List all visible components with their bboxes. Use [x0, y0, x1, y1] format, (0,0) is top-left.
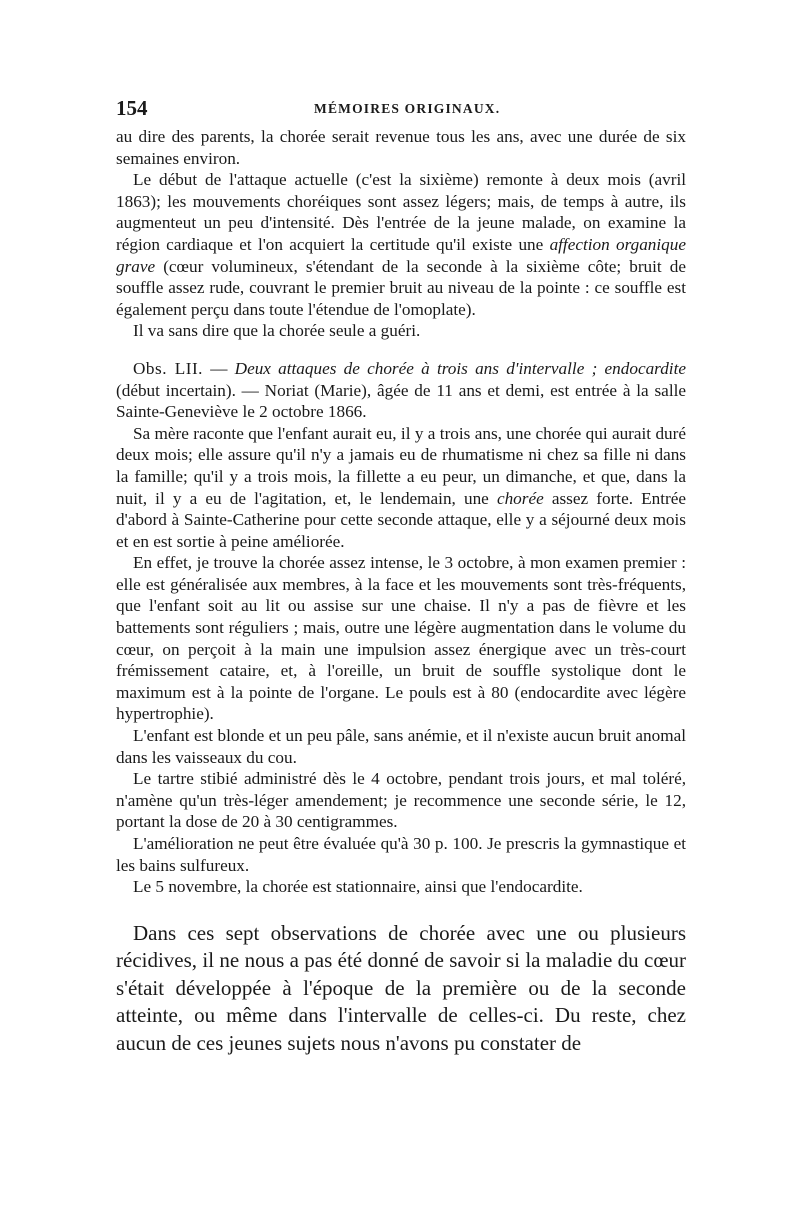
paragraph: En effet, je trouve la chorée assez intense, le 3 octobre, à mon examen premier : elle est généralisée aux membres, à la face et les mouvements sont très-fréquents, que l'enfant soit au lit ou assise sur une chaise. Il n'y a pas de fièvre et les battements sont réguliers ; mais, outre une légère augmentation dans le volume du cœur, on perçoit à la main une impulsion assez énergique avec un très-court frémissement cataire, et, à l'oreille, un bruit de souffle systolique dont le maximum est à la pointe de l'organe. Le pouls est à 80 (endocardite avec légère hypertrophie). — [116, 553, 686, 724]
paragraph: Il va sans dire que la chorée seule a guéri. — [133, 321, 421, 341]
text-span: (cœur volumineux, s'étendant de la seconde à la sixième côte; bruit de souffle assez rude, couvrant le premier bruit au niveau de la pointe : ce souffle est également perçu dans toute l'étendue de l'omoplate). — [116, 256, 686, 319]
text-span: assez forte. Entrée d'abord à Sainte-Catherine pour cette seconde attaque, elle y a séjourné deux mois et en est sortie à peine améliorée. — [116, 488, 686, 551]
text-span: — — [202, 358, 235, 378]
text-span: (début incertain). — Noriat (Marie), âgée de 11 ans et demi, est entrée à la salle Sainte-Geneviève le 2 octobre 1866. — [116, 380, 686, 422]
observation-heading — [116, 358, 686, 423]
observation-label: Obs. LII. — [133, 358, 203, 378]
paragraph: Dans ces sept observations de chorée avec une ou plusieurs récidives, il ne nous a pas été donné de savoir si la maladie du cœur s'était développée à l'époque de la première ou de la seconde atteinte, ou même dans l'intervalle de celles-ci. Du reste, chez aucun de ces jeunes sujets nous n'avons pu constater de — [116, 920, 686, 1055]
observation-title: Deux attaques de chorée à trois ans d'intervalle ; endocardite — [234, 358, 686, 378]
running-title: MÉMOIRES ORIGINAUX. — [314, 101, 501, 116]
paragraph: L'amélioration ne peut être évaluée qu'à 30 p. 100. Je prescris la gymnastique et les bains sulfureux. — [116, 834, 686, 875]
section-gap — [116, 342, 686, 358]
paragraph — [116, 423, 686, 553]
text-span: Le début de l'attaque actuelle (c'est la sixième) remonte à deux mois (avril 1863); les mouvements choréiques sont assez légers; mais, de temps à autre, ils augmenteut un peu d'intensité. Dès l'entrée de la jeune malade, on examine la région cardiaque et l'on acquiert la certitude qu'il existe une — [116, 170, 686, 254]
book-page — [116, 96, 686, 1057]
case-text — [116, 126, 686, 898]
page-header — [116, 96, 686, 126]
text-span: Sa mère raconte que l'enfant aurait eu, il y a trois ans, une chorée qui aurait duré deux mois; elle assure qu'il n'y a jamais eu de rhumatisme ni chez sa fille ni dans la famille; qu'il y a trois mois, la fillette a eu peur, un dimanche, et que, dans la nuit, il y a eu de l'agitation, et, le lendemain, une — [116, 423, 686, 508]
paragraph — [116, 169, 686, 320]
italic-text: chorée — [496, 488, 544, 508]
paragraph: au dire des parents, la chorée serait revenue tous les ans, avec une durée de six semaines environ. — [116, 127, 686, 168]
paragraph: L'enfant est blonde et un peu pâle, sans anémie, et il n'existe aucun bruit anomal dans les vaisseaux du cou. — [116, 726, 686, 767]
paragraph: Le tartre stibié administré dès le 4 octobre, pendant trois jours, et mal toléré, n'amène qu'un très-léger amendement; je recommence une seconde série, le 12, portant la dose de 20 à 30 centigrammes. — [116, 769, 686, 832]
italic-text: affection organique grave — [116, 234, 686, 276]
page-number: 154 — [116, 96, 148, 120]
paragraph: Le 5 novembre, la chorée est stationnaire, ainsi que l'endocardite. — [133, 877, 583, 897]
commentary-text — [116, 920, 686, 1058]
